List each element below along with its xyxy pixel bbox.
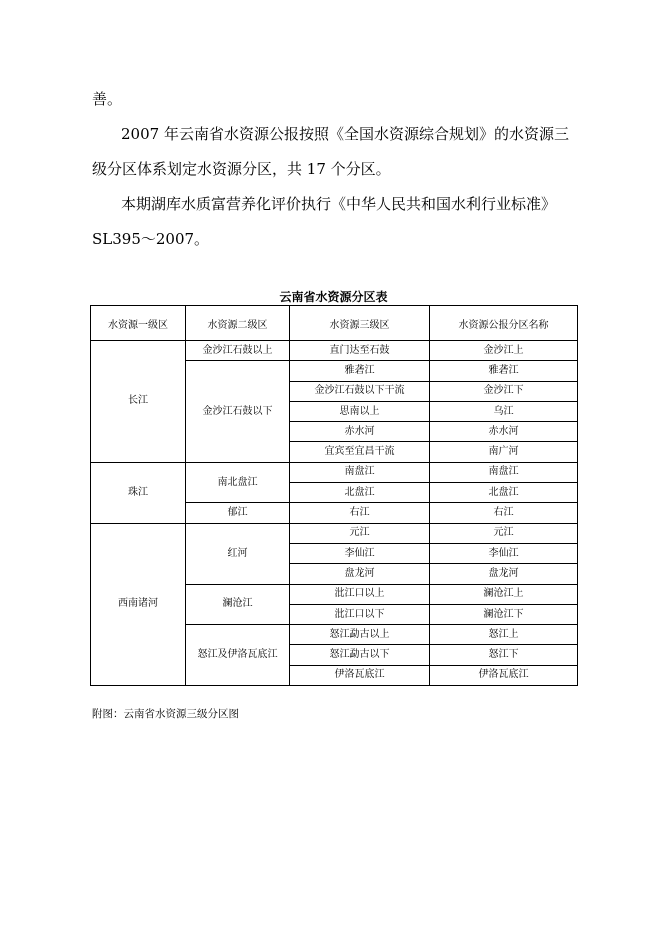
column-header: 水资源二级区 [186, 306, 290, 341]
figure-caption: 附图：云南省水资源三级分区图 [92, 708, 239, 720]
paragraph-line: SL395～2007。 [92, 230, 210, 248]
table-title: 云南省水资源分区表 [279, 290, 388, 304]
level3-cell: 雅砻江 [290, 361, 430, 381]
report-zone-cell: 金沙江下 [430, 381, 578, 401]
report-zone-cell: 伊洛瓦底江 [430, 665, 578, 685]
column-header: 水资源一级区 [91, 306, 186, 341]
report-zone-cell: 乌江 [430, 401, 578, 421]
level3-cell: 沘江口以上 [290, 584, 430, 604]
level2-cell: 南北盘江 [186, 462, 290, 503]
report-zone-cell: 右江 [430, 503, 578, 523]
report-zone-cell: 北盘江 [430, 483, 578, 503]
column-header: 水资源公报分区名称 [430, 306, 578, 341]
level1-cell: 珠江 [91, 462, 186, 523]
level2-cell: 金沙江石鼓以下 [186, 361, 290, 462]
level3-cell: 金沙江石鼓以下干流 [290, 381, 430, 401]
column-header: 水资源三级区 [290, 306, 430, 341]
level3-cell: 南盘江 [290, 462, 430, 482]
level3-cell: 怒江勐古以下 [290, 645, 430, 665]
report-zone-cell: 澜沧江上 [430, 584, 578, 604]
report-zone-cell: 金沙江上 [430, 341, 578, 361]
report-zone-cell: 澜沧江下 [430, 604, 578, 624]
water-resource-zone-table [90, 305, 578, 686]
level3-cell: 北盘江 [290, 483, 430, 503]
table-header-row [91, 306, 578, 341]
level3-cell: 宜宾至宜昌干流 [290, 442, 430, 462]
level3-cell: 直门达至石鼓 [290, 341, 430, 361]
level2-cell: 红河 [186, 523, 290, 584]
report-zone-cell: 李仙江 [430, 543, 578, 563]
paragraph-line: 2007 年云南省水资源公报按照《全国水资源综合规划》的水资源三 [121, 125, 569, 143]
report-zone-cell: 赤水河 [430, 422, 578, 442]
report-zone-cell: 盘龙河 [430, 564, 578, 584]
paragraph-line: 级分区体系划定水资源分区，共 17 个分区。 [92, 160, 391, 178]
level3-cell: 赤水河 [290, 422, 430, 442]
level1-cell: 长江 [91, 341, 186, 463]
table-row [91, 523, 578, 543]
level1-cell: 西南诸河 [91, 523, 186, 685]
level2-cell: 怒江及伊洛瓦底江 [186, 625, 290, 686]
table-row [91, 341, 578, 361]
level2-cell: 郁江 [186, 503, 290, 523]
report-zone-cell: 元江 [430, 523, 578, 543]
level3-cell: 元江 [290, 523, 430, 543]
level3-cell: 盘龙河 [290, 564, 430, 584]
level3-cell: 右江 [290, 503, 430, 523]
paragraph-line: 善。 [92, 90, 123, 108]
report-zone-cell: 怒江下 [430, 645, 578, 665]
level3-cell: 沘江口以下 [290, 604, 430, 624]
report-zone-cell: 怒江上 [430, 625, 578, 645]
level3-cell: 怒江勐古以上 [290, 625, 430, 645]
report-zone-cell: 南盘江 [430, 462, 578, 482]
report-zone-cell: 雅砻江 [430, 361, 578, 381]
level2-cell: 澜沧江 [186, 584, 290, 625]
report-zone-cell: 南广河 [430, 442, 578, 462]
level3-cell: 思南以上 [290, 401, 430, 421]
level3-cell: 伊洛瓦底江 [290, 665, 430, 685]
level2-cell: 金沙江石鼓以上 [186, 341, 290, 361]
level3-cell: 李仙江 [290, 543, 430, 563]
paragraph-line: 本期湖库水质富营养化评价执行《中华人民共和国水利行业标准》 [121, 195, 557, 213]
table-row [91, 462, 578, 482]
